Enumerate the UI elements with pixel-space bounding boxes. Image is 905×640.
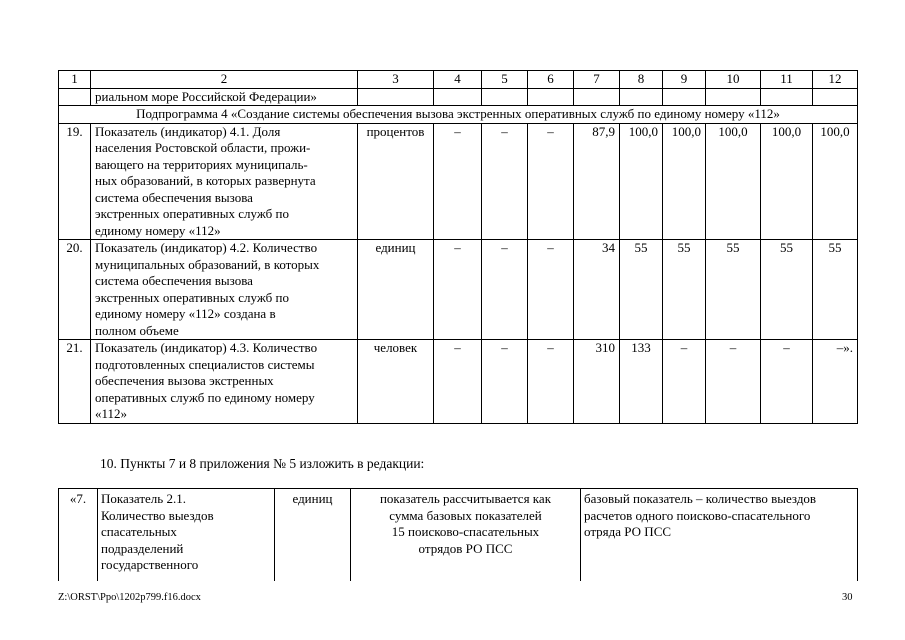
subprogram-row [59,106,858,124]
row-number: 20. [59,240,91,340]
header-cell: 12 [813,71,858,89]
value-cell: 310 [574,340,620,424]
value-cell: – [528,340,574,424]
header-cell: 1 [59,71,91,89]
unit-cell: человек [358,340,434,424]
value-cell: 55 [620,240,663,340]
row-number: 21. [59,340,91,424]
value-cell: – [663,340,706,424]
table-header-row [59,71,858,89]
subprogram-title: Подпрограмма 4 «Создание системы обеспечения вызова экстренных оперативных служб по единому номеру «112» [59,106,858,124]
indicator-name: Показатель (индикатор) 4.3. Количество подготовленных специалистов системы обеспечения вызова экстренных оперативных служб по единому номеру «112» [91,340,358,424]
value-cell: – [434,240,482,340]
value-cell: 100,0 [706,123,761,240]
row-number: 19. [59,123,91,240]
value-cell: 55 [706,240,761,340]
header-cell: 10 [706,71,761,89]
value-cell: – [434,123,482,240]
value-cell: 100,0 [761,123,813,240]
appendix5-table [58,488,858,581]
value-cell: 87,9 [574,123,620,240]
indicator-name: Показатель 2.1. Количество выездов спасательных подразделений государственного [98,489,275,582]
table-row [59,340,858,424]
footer-file-path: Z:\ORST\Ppo\1202p799.f16.docx [58,592,201,603]
value-cell: – [482,123,528,240]
unit-cell: процентов [358,123,434,240]
value-cell: – [528,240,574,340]
value-cell: – [528,123,574,240]
indicator-name: Показатель (индикатор) 4.2. Количество муниципальных образований, в которых система обеспечения вызова экстренных оперативных служб по единому номеру «112» создана в полном объеме [91,240,358,340]
indicator-name: Показатель (индикатор) 4.1. Доля населения Ростовской области, прожи- вающего на территориях муниципаль- ных образований, в которых развернута система обеспечения вызова экстренных оперативных служб по единому номеру «112» [91,123,358,240]
value-cell: – [434,340,482,424]
value-cell: – [482,240,528,340]
base-indicator-cell: базовый показатель – количество выездов расчетов одного поисково-спасательного отряда РО ПСС [581,489,858,582]
value-cell: 34 [574,240,620,340]
header-cell: 7 [574,71,620,89]
value-cell: 55 [761,240,813,340]
header-cell: 8 [620,71,663,89]
continuation-text: риальном море Российской Федерации» [91,88,358,106]
value-cell: –». [813,340,858,424]
value-cell: 100,0 [620,123,663,240]
header-cell: 4 [434,71,482,89]
table-row [59,123,858,240]
value-cell: 100,0 [663,123,706,240]
header-cell: 6 [528,71,574,89]
header-cell: 5 [482,71,528,89]
header-cell: 3 [358,71,434,89]
page-number: 30 [842,592,853,603]
value-cell: 133 [620,340,663,424]
value-cell: – [482,340,528,424]
method-cell: показатель рассчитывается как сумма базовых показателей 15 поисково-спасательных отрядов РО ПСС [351,489,581,582]
unit-cell: единиц [275,489,351,582]
continuation-row [59,88,858,106]
indicators-table [58,70,858,424]
value-cell: 100,0 [813,123,858,240]
header-cell: 9 [663,71,706,89]
value-cell: 55 [663,240,706,340]
value-cell: – [761,340,813,424]
unit-cell: единиц [358,240,434,340]
value-cell: 55 [813,240,858,340]
table-row [59,240,858,340]
row-number: «7. [59,489,98,582]
table-row [59,489,858,582]
value-cell: – [706,340,761,424]
header-cell: 11 [761,71,813,89]
header-cell: 2 [91,71,358,89]
amendment-paragraph: 10. Пункты 7 и 8 приложения № 5 изложить в редакции: [100,456,425,471]
